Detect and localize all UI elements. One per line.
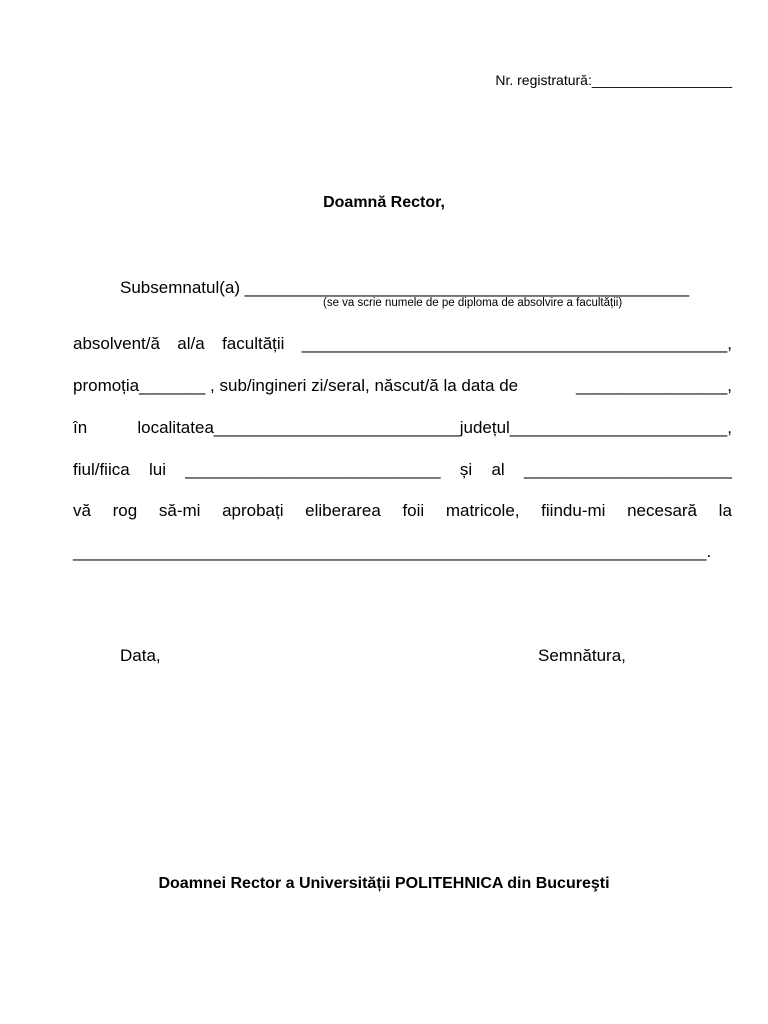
- request-word: vă: [73, 501, 91, 520]
- request-word: să-mi: [158, 501, 201, 520]
- request-word: rog: [112, 501, 138, 520]
- locality-county-text[interactable]: localitatea__________________________județul_______________________,: [137, 418, 732, 437]
- faculty-word-1: absolvent/ă: [73, 334, 160, 353]
- parents-word-4: al: [491, 460, 505, 479]
- form-line-faculty: [73, 334, 732, 354]
- name-label: Subsemnatul(a): [120, 278, 241, 297]
- request-word: fiindu-mi: [541, 501, 606, 520]
- form-line-purpose: [73, 542, 732, 562]
- signature-label: Semnătura,: [538, 646, 626, 665]
- name-hint: (se va scrie numele de pe diploma de absolvire a facultății): [323, 297, 623, 309]
- form-line-name: [120, 278, 762, 298]
- father-blank[interactable]: ___________________________: [185, 460, 441, 479]
- parents-word-3: și: [459, 460, 473, 479]
- locality-word-1: în: [73, 418, 88, 437]
- addressee-footer: Doamnei Rector a Universității POLITEHNICA din Bucureşti: [158, 875, 610, 892]
- registry-blank[interactable]: __________________: [591, 72, 732, 88]
- faculty-word-3: facultății: [222, 334, 285, 353]
- request-word: la: [718, 501, 732, 520]
- request-word: matricole,: [445, 501, 520, 520]
- faculty-word-2: al/a: [177, 334, 205, 353]
- name-blank[interactable]: _______________________________________________: [244, 278, 690, 297]
- form-line-parents: [73, 460, 732, 480]
- parents-word-2: lui: [148, 460, 166, 479]
- request-word: aprobați: [222, 501, 284, 520]
- mother-blank[interactable]: ______________________: [523, 460, 732, 479]
- faculty-blank[interactable]: _____________________________________________,: [301, 334, 732, 353]
- form-line-request: [73, 501, 732, 521]
- parents-word-1: fiul/fiica: [73, 460, 130, 479]
- form-line-promotion: [73, 376, 732, 396]
- salutation: Doamnă Rector,: [323, 194, 445, 211]
- registry-number: [495, 72, 732, 88]
- request-word: eliberarea: [305, 501, 381, 520]
- promotion-text: promoția_______ , sub/ingineri zi/seral, născut/ă la data de: [73, 376, 519, 395]
- request-word: necesară: [627, 501, 698, 520]
- purpose-blank[interactable]: ___________________________________________________________________.: [73, 542, 712, 561]
- birth-date-blank[interactable]: ________________,: [576, 376, 732, 395]
- form-line-locality: [73, 418, 732, 438]
- registry-label: Nr. registratură:: [495, 72, 592, 88]
- date-label: Data,: [120, 646, 161, 665]
- request-word: foii: [402, 501, 425, 520]
